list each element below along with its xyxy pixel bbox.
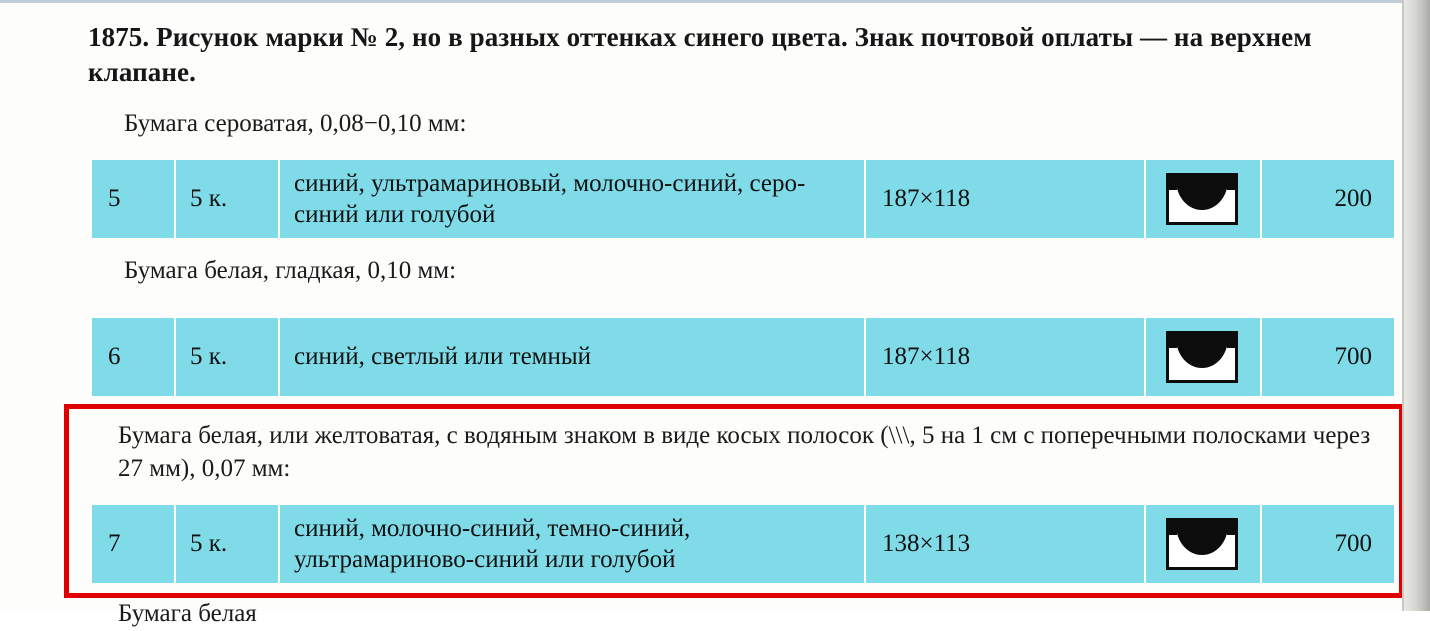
envelope-flap-icon	[1176, 334, 1228, 368]
catalog-number: 7	[108, 530, 121, 557]
envelope-icon-cell	[1144, 318, 1260, 396]
envelope-icon-cell	[1144, 160, 1260, 238]
price-value: 200	[1260, 160, 1394, 238]
denomination: 5 к.	[174, 160, 278, 238]
catalog-number: 5	[108, 185, 121, 212]
size-value: 138×113	[864, 505, 1144, 583]
envelope-flap-icon	[1176, 176, 1228, 210]
denomination: 5 к.	[174, 318, 278, 396]
color-description: синий, молочно-синий, темно-синий, ультрамариново-синий или голубой	[278, 505, 864, 583]
paper-note-3: Бумага белая, или желтоватая, с водяным знаком в виде косых полосок (\\\, 5 на 1 см с поперечными полосками через 27 мм), 0,07 мм:	[118, 422, 1371, 482]
paper-note-4: Бумага белая	[118, 600, 257, 627]
paper-note-2: Бумага белая, гладкая, 0,10 мм:	[124, 257, 457, 284]
price-value: 700	[1260, 318, 1394, 396]
page-heading: 1875. Рисунок марки № 2, но в разных оттенках синего цвета. Знак почтовой оплаты — на верхнем клапане.	[88, 22, 1312, 87]
catalog-number: 6	[108, 343, 121, 370]
top-rule	[0, 0, 1404, 3]
envelope-icon-cell	[1144, 505, 1260, 583]
envelope-flap-icon	[1176, 521, 1228, 555]
envelope-icon	[1166, 173, 1238, 225]
color-description: синий, ультрамариновый, молочно-синий, серо-синий или голубой	[278, 160, 864, 238]
price-value: 700	[1260, 505, 1394, 583]
size-value: 187×118	[864, 318, 1144, 396]
table-row[interactable]	[92, 160, 1394, 238]
table-row[interactable]	[92, 318, 1394, 396]
envelope-icon	[1166, 518, 1238, 570]
size-value: 187×118	[864, 160, 1144, 238]
color-description: синий, светлый или темный	[278, 318, 864, 396]
table-row[interactable]	[92, 505, 1394, 583]
paper-note-1: Бумага сероватая, 0,08−0,10 мм:	[124, 110, 467, 137]
envelope-icon	[1166, 331, 1238, 383]
page-edge-shadow	[1404, 0, 1430, 611]
denomination: 5 к.	[174, 505, 278, 583]
